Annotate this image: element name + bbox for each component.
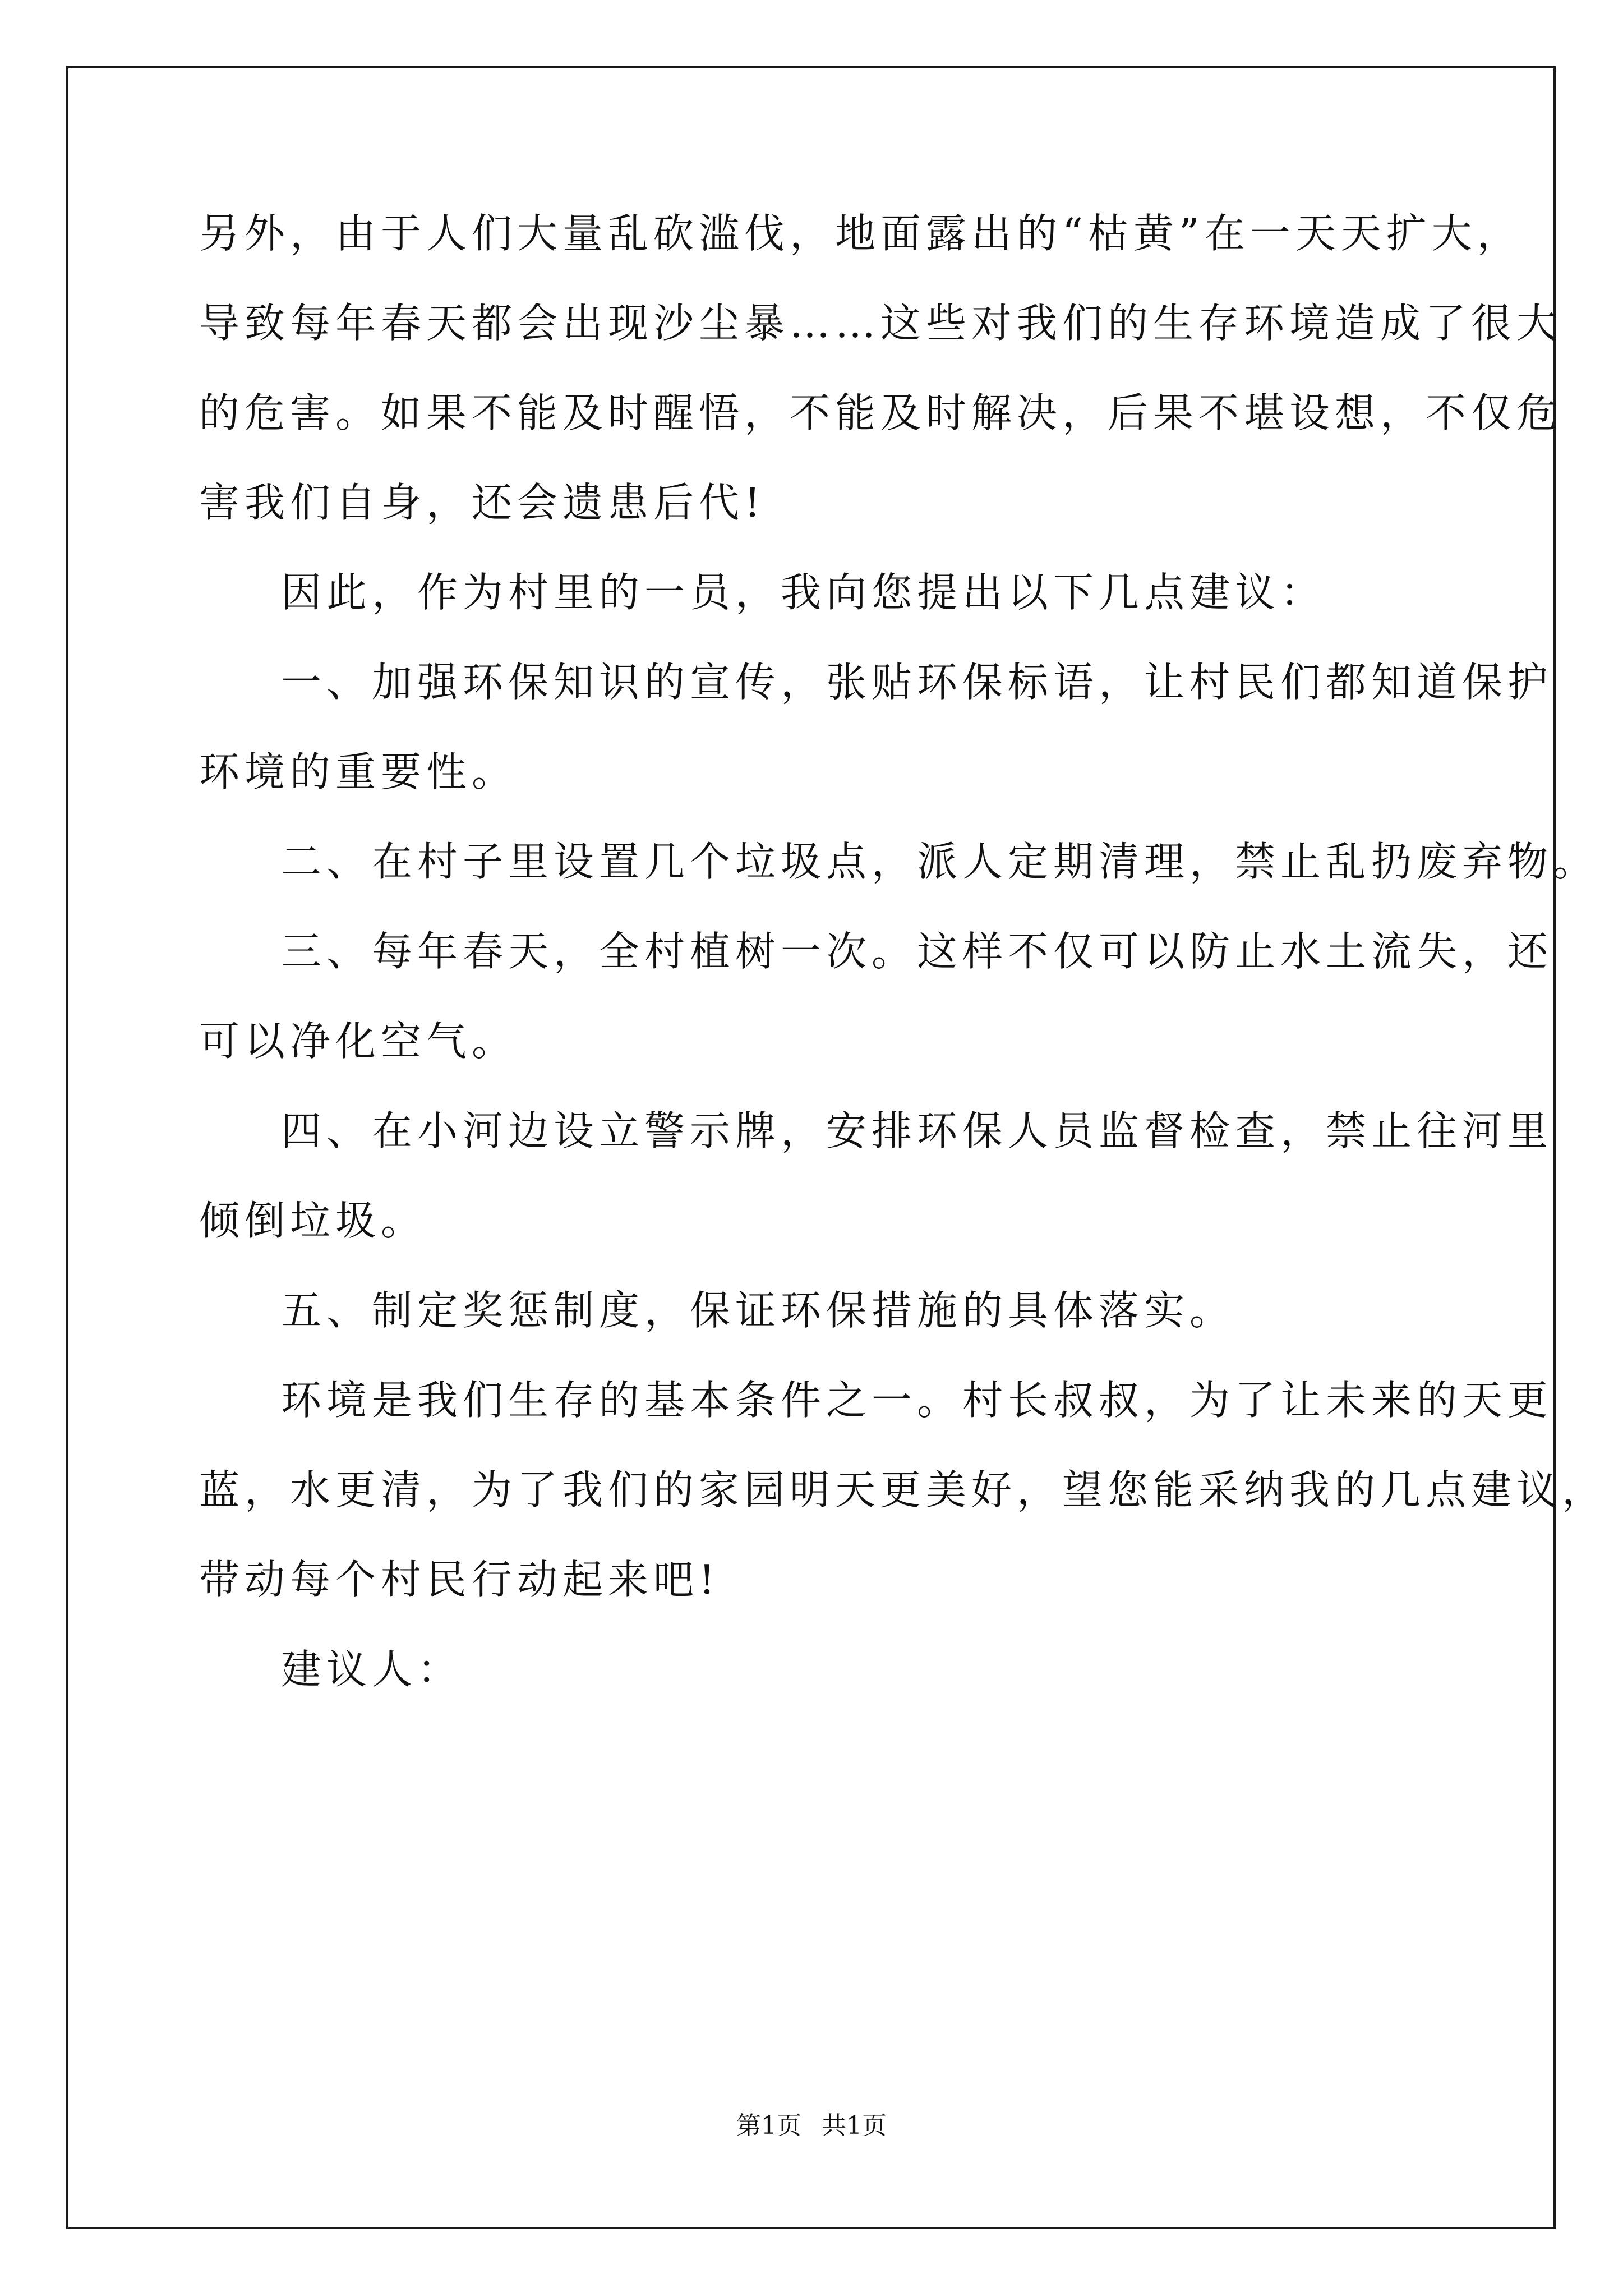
paragraph-line: 因此，作为村里的一员，我向您提出以下几点建议： xyxy=(281,569,1326,616)
text-line: 环境的重要性。 xyxy=(199,748,518,795)
text-line: 害我们自身，还会遗患后代! xyxy=(199,479,766,526)
signature-label: 建议人： xyxy=(281,1646,463,1693)
paragraph-line: 环境是我们生存的基本条件之一。村长叔叔，为了让未来的天更 xyxy=(281,1377,1553,1424)
page-footer xyxy=(0,2109,1623,2143)
text-line: 的危害。如果不能及时醒悟，不能及时解决，后果不堪设想，不仅危 xyxy=(199,389,1562,436)
text-line: 蓝，水更清，为了我们的家园明天更美好，望您能采纳我的几点建议， xyxy=(199,1466,1608,1513)
page-total: 共1页 xyxy=(822,2111,887,2140)
suggestion-item-3: 三、每年春天，全村植树一次。这样不仅可以防止水土流失，还 xyxy=(281,928,1553,975)
text-line: 倾倒垃圾。 xyxy=(199,1197,427,1244)
text-line: 导致每年春天都会出现沙尘暴……这些对我们的生存环境造成了很大 xyxy=(199,300,1562,347)
text-line: 带动每个村民行动起来吧! xyxy=(199,1556,720,1603)
text-line: 另外，由于人们大量乱砍滥伐，地面露出的“枯黄”在一天天扩大， xyxy=(199,210,1523,257)
suggestion-item-1: 一、加强环保知识的宣传，张贴环保标语，让村民们都知道保护 xyxy=(281,659,1553,706)
page-number: 第1页 xyxy=(736,2111,801,2140)
suggestion-item-4: 四、在小河边设立警示牌，安排环保人员监督检查，禁止往河里 xyxy=(281,1107,1553,1154)
text-line: 可以净化空气。 xyxy=(199,1018,518,1065)
suggestion-item-2: 二、在村子里设置几个垃圾点，派人定期清理，禁止乱扔废弃物。 xyxy=(281,838,1599,885)
suggestion-item-5: 五、制定奖惩制度，保证环保措施的具体落实。 xyxy=(281,1287,1235,1334)
